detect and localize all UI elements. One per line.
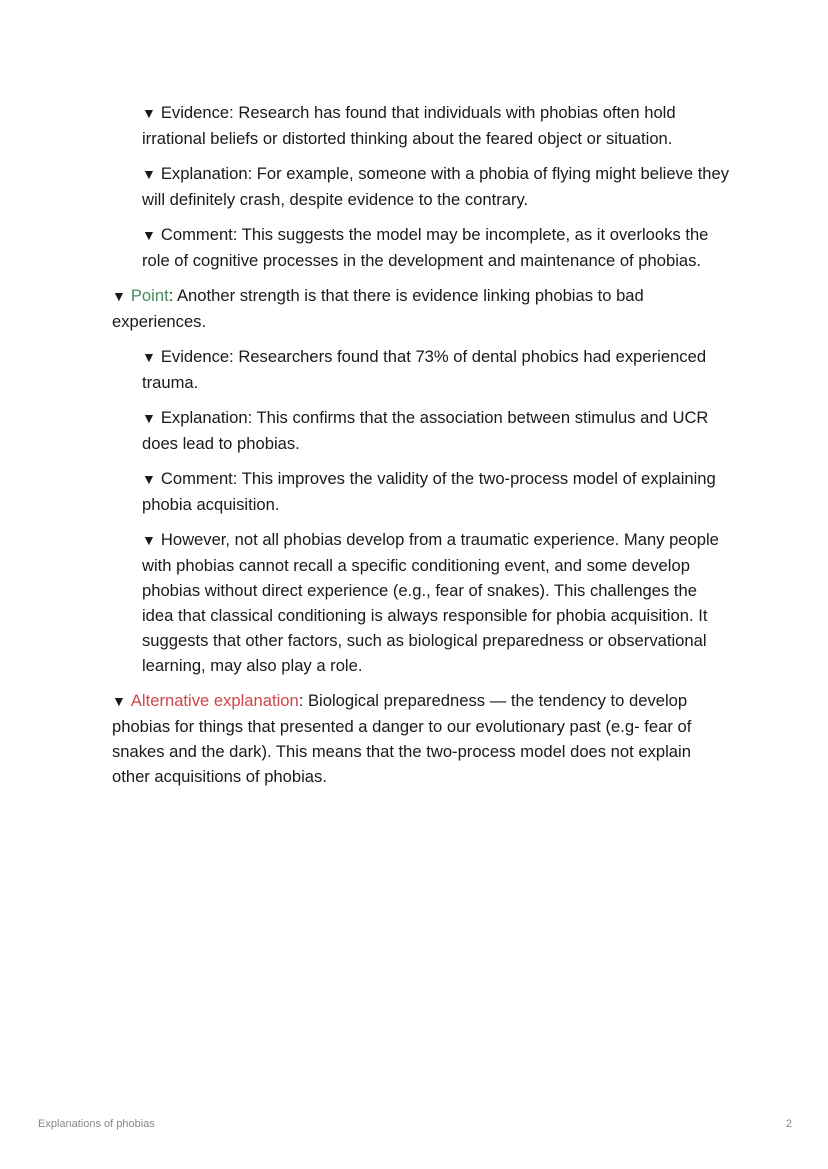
toggle-point[interactable]: [112, 283, 732, 334]
toggle-explanation[interactable]: [142, 405, 732, 456]
item-text: : Biological preparedness — the tendency to develop phobias for things that presented a danger to our evolutionary past (e.g- fear of snakes and the dark). This means that the two-process model does not explain other acquisitions of phobias.: [112, 691, 692, 786]
item-text: Comment: This suggests the model may be incomplete, as it overlooks the role of cognitive processes in the development and maintenance of phobias.: [142, 225, 709, 270]
triangle-down-icon: ▼: [142, 105, 156, 121]
triangle-down-icon: ▼: [112, 288, 126, 304]
toggle-however[interactable]: [142, 527, 732, 678]
item-text: Explanation: For example, someone with a phobia of flying might believe they will definitely crash, despite evidence to the contrary.: [142, 164, 730, 209]
toggle-evidence[interactable]: [142, 100, 732, 151]
item-text: However, not all phobias develop from a traumatic experience. Many people with phobias cannot recall a specific conditioning event, and some develop phobias without direct experience (e.g., fear of snakes). This challenges the idea that classical conditioning is always responsible for phobia acquisition. It suggests that other factors, such as biological preparedness or observational learning, may also play a role.: [142, 530, 719, 675]
page-number: 2: [785, 1118, 792, 1130]
triangle-down-icon: ▼: [142, 410, 156, 426]
triangle-down-icon: ▼: [142, 349, 156, 365]
triangle-down-icon: ▼: [142, 471, 156, 487]
triangle-down-icon: ▼: [142, 227, 156, 243]
item-text: Comment: This improves the validity of the two-process model of explaining phobia acquisition.: [142, 469, 716, 514]
item-text: Explanation: This confirms that the association between stimulus and UCR does lead to phobias.: [142, 408, 709, 453]
toggle-alternative-explanation[interactable]: [112, 688, 732, 789]
alternative-label: Alternative explanation: [130, 691, 299, 710]
triangle-down-icon: ▼: [142, 166, 156, 182]
item-text: : Another strength is that there is evidence linking phobias to bad experiences.: [112, 286, 644, 331]
footer-title: Explanations of phobias: [38, 1118, 155, 1130]
toggle-comment[interactable]: [142, 222, 732, 273]
toggle-comment[interactable]: [142, 466, 732, 517]
point-label: Point: [130, 286, 169, 305]
document-body: [112, 100, 732, 799]
toggle-explanation[interactable]: [142, 161, 732, 212]
triangle-down-icon: ▼: [142, 532, 156, 548]
item-text: Evidence: Researchers found that 73% of dental phobics had experienced trauma.: [142, 347, 707, 392]
toggle-evidence[interactable]: [142, 344, 732, 395]
triangle-down-icon: ▼: [112, 693, 126, 709]
item-text: Evidence: Research has found that individuals with phobias often hold irrational beliefs or distorted thinking about the feared object or situation.: [142, 103, 676, 148]
